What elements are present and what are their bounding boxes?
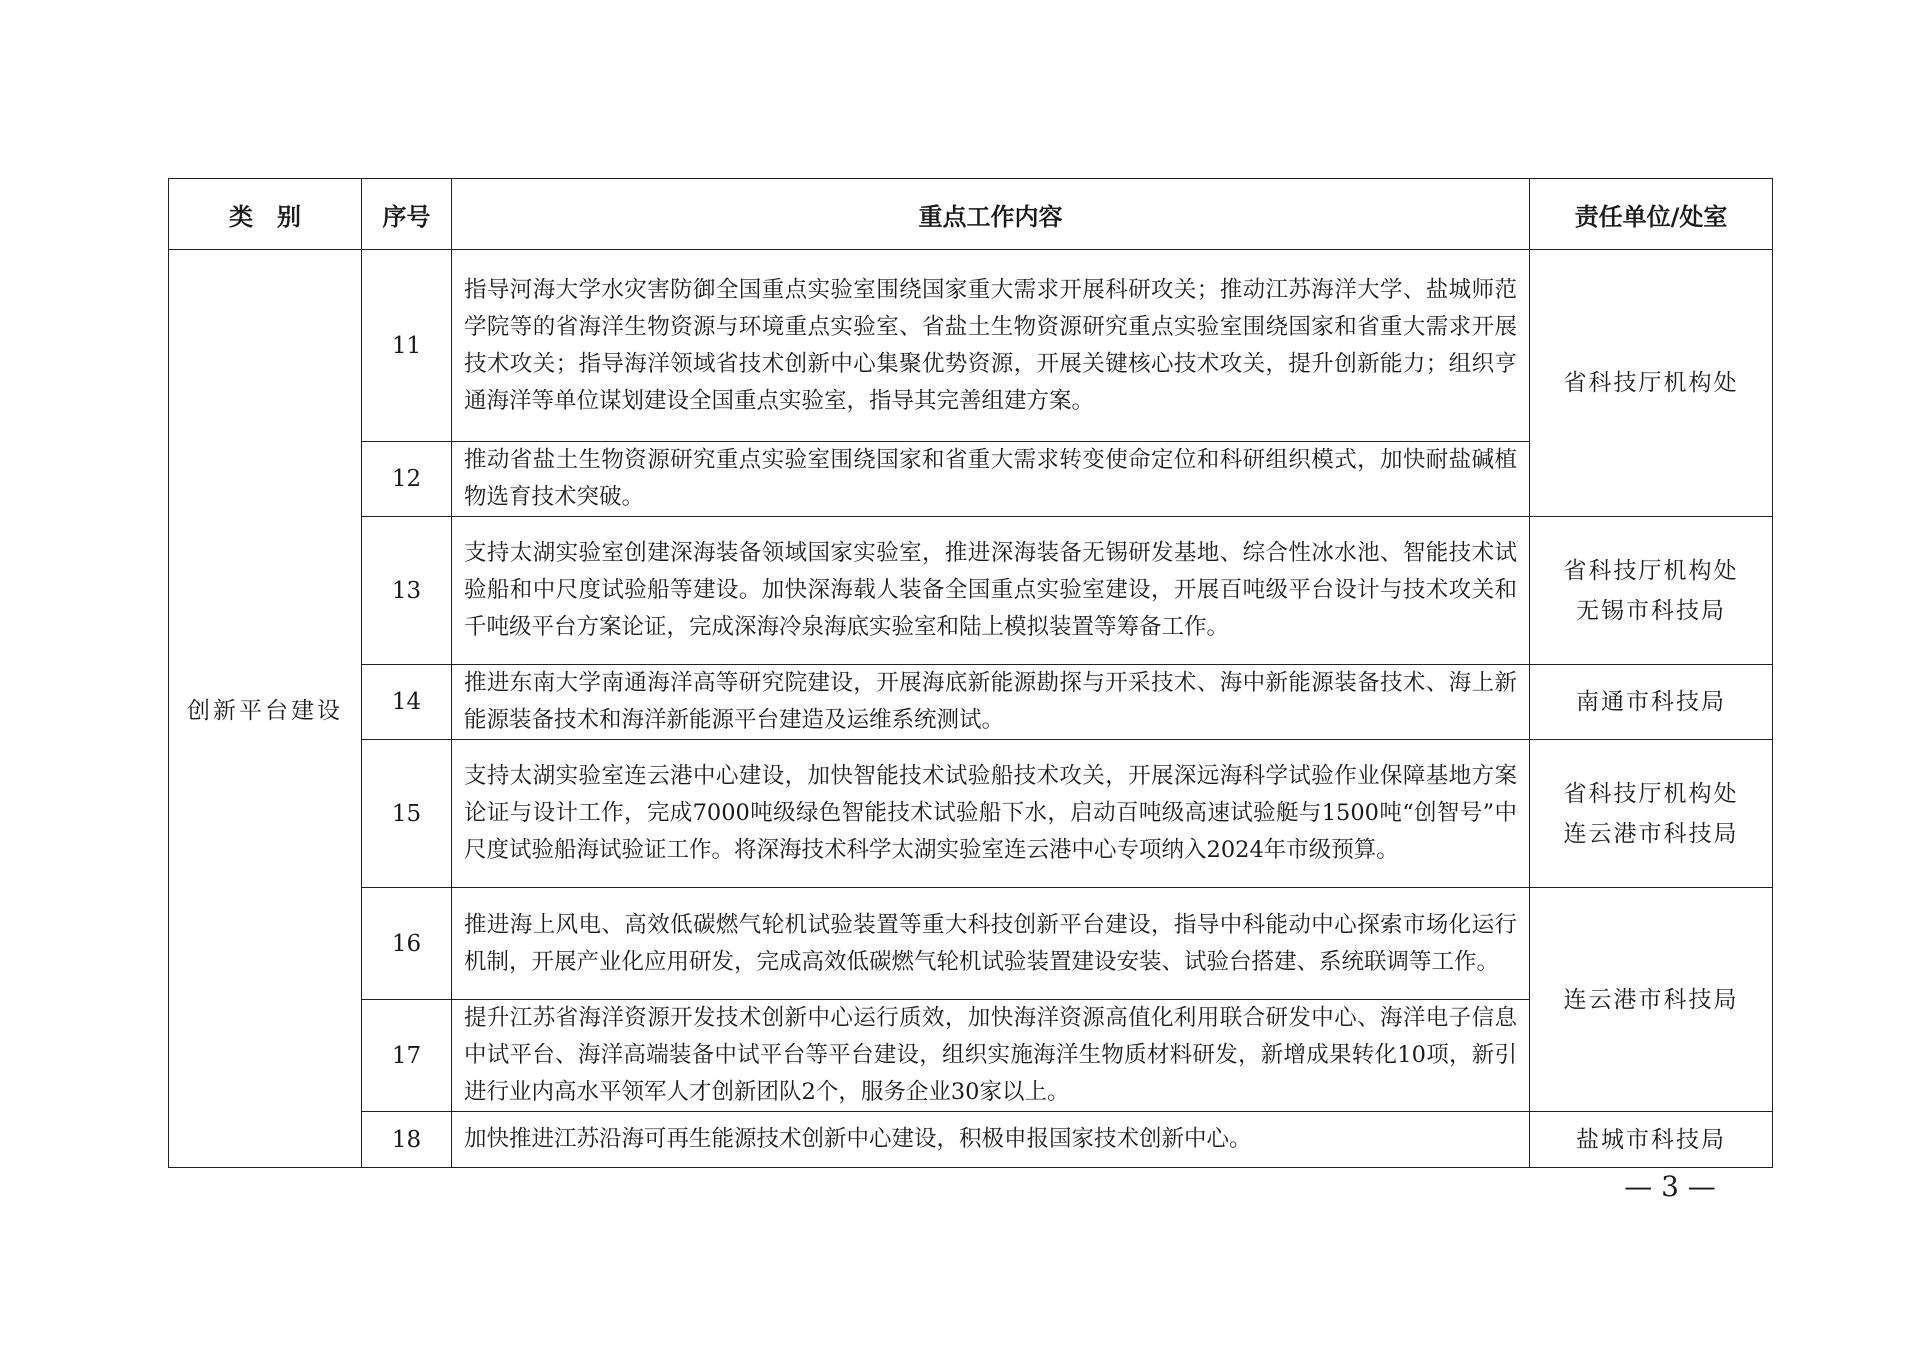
table-row	[169, 665, 1773, 740]
header-category: 类 别	[169, 179, 362, 250]
category-cell: 创新平台建设	[169, 250, 362, 1168]
row-unit	[1530, 517, 1773, 665]
header-number: 序号	[362, 179, 452, 250]
row-content: 提升江苏省海洋资源开发技术创新中心运行质效，加快海洋资源高值化利用联合研发中心、海洋电子信息中试平台、海洋高端装备中试平台等平台建设，组织实施海洋生物质材料研发，新增成果转化10项，新引进行业内高水平领军人才创新团队2个，服务企业30家以上。	[452, 1000, 1530, 1112]
row-content: 支持太湖实验室创建深海装备领域国家实验室，推进深海装备无锡研发基地、综合性冰水池、智能技术试验船和中尺度试验船等建设。加快深海载人装备全国重点实验室建设，开展百吨级平台设计与技术攻关和千吨级平台方案论证，完成深海冷泉海底实验室和陆上模拟装置等筹备工作。	[452, 517, 1530, 665]
row-content: 推进海上风电、高效低碳燃气轮机试验装置等重大科技创新平台建设，指导中科能动中心探索市场化运行机制，开展产业化应用研发，完成高效低碳燃气轮机试验装置建设安装、试验台搭建、系统联调等工作。	[452, 888, 1530, 1000]
row-content: 推动省盐土生物资源研究重点实验室围绕国家和省重大需求转变使命定位和科研组织模式，加快耐盐碱植物选育技术突破。	[452, 442, 1530, 517]
table-row	[169, 888, 1773, 1000]
work-table	[168, 178, 1773, 1168]
row-number: 16	[362, 888, 452, 1000]
row-unit: 省科技厅机构处	[1530, 250, 1773, 517]
header-unit: 责任单位/处室	[1530, 179, 1773, 250]
table-row	[169, 1112, 1773, 1168]
unit-line: 省科技厅机构处	[1563, 780, 1739, 807]
table-row	[169, 740, 1773, 888]
row-number: 18	[362, 1112, 452, 1168]
row-number: 13	[362, 517, 452, 665]
row-unit: 连云港市科技局	[1530, 888, 1773, 1112]
row-content: 推进东南大学南通海洋高等研究院建设，开展海底新能源勘探与开采技术、海中新能源装备技术、海上新能源装备技术和海洋新能源平台建造及运维系统测试。	[452, 665, 1530, 740]
page-number: — 3 —	[1624, 1170, 1716, 1203]
row-number: 15	[362, 740, 452, 888]
row-content: 支持太湖实验室连云港中心建设，加快智能技术试验船技术攻关，开展深远海科学试验作业保障基地方案论证与设计工作，完成7000吨级绿色智能技术试验船下水，启动百吨级高速试验艇与1500吨“创智号”中尺度试验船海试验证工作。将深海技术科学太湖实验室连云港中心专项纳入2024年市级预算。	[452, 740, 1530, 888]
unit-line: 连云港市科技局	[1563, 820, 1739, 847]
row-unit	[1530, 740, 1773, 888]
row-unit: 盐城市科技局	[1530, 1112, 1773, 1168]
unit-line: 省科技厅机构处	[1563, 557, 1739, 584]
table-row	[169, 250, 1773, 442]
table-row	[169, 517, 1773, 665]
table-header-row	[169, 179, 1773, 250]
header-content: 重点工作内容	[452, 179, 1530, 250]
row-content: 指导河海大学水灾害防御全国重点实验室围绕国家重大需求开展科研攻关；推动江苏海洋大学、盐城师范学院等的省海洋生物资源与环境重点实验室、省盐土生物资源研究重点实验室围绕国家和省重大需求开展技术攻关；指导海洋领域省技术创新中心集聚优势资源，开展关键核心技术攻关，提升创新能力；组织亨通海洋等单位谋划建设全国重点实验室，指导其完善组建方案。	[452, 250, 1530, 442]
unit-line: 无锡市科技局	[1576, 597, 1726, 624]
row-number: 14	[362, 665, 452, 740]
row-number: 17	[362, 1000, 452, 1112]
row-number: 11	[362, 250, 452, 442]
row-number: 12	[362, 442, 452, 517]
row-content: 加快推进江苏沿海可再生能源技术创新中心建设，积极申报国家技术创新中心。	[452, 1112, 1530, 1168]
row-unit: 南通市科技局	[1530, 665, 1773, 740]
